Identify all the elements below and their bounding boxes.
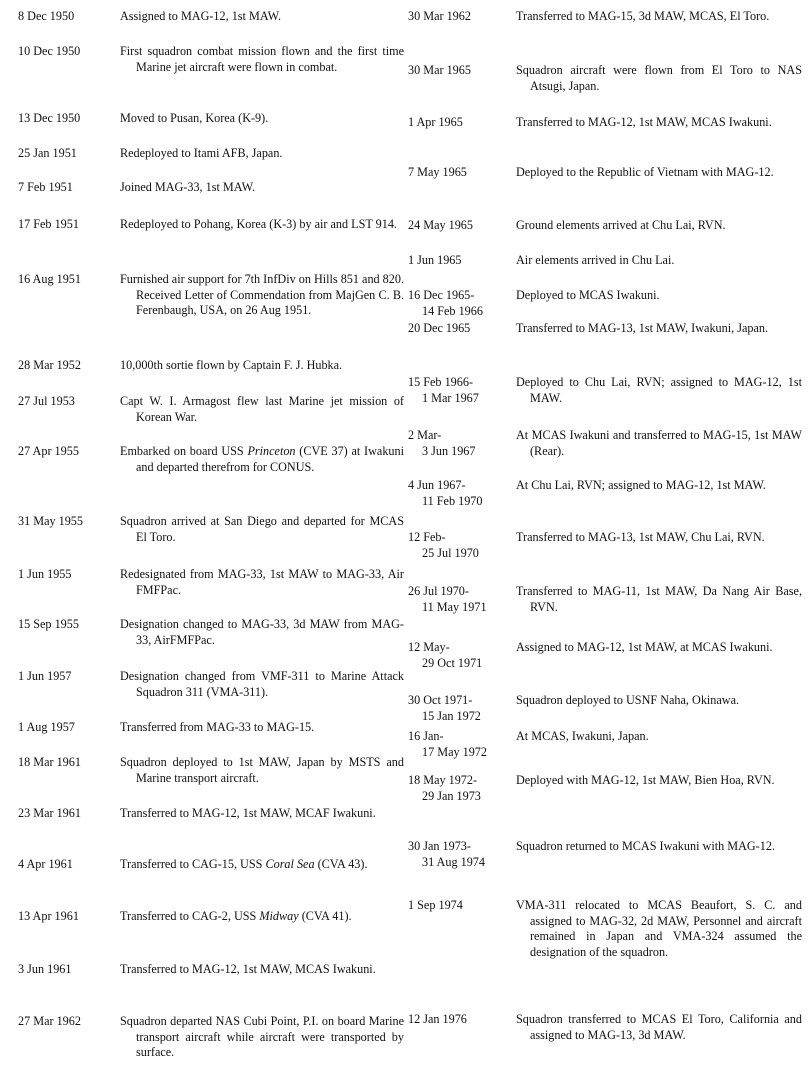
entry-description: Transferred to MAG-11, 1st MAW, Da Nang Air Base, RVN. [516, 584, 802, 614]
entry-description: Moved to Pusan, Korea (K-9). [120, 111, 269, 125]
entry-date [18, 1014, 118, 1030]
entry-description: Deployed to MCAS Iwakuni. [516, 288, 660, 302]
entry-date-line: 8 Dec 1950 [18, 9, 75, 23]
entry-description: At Chu Lai, RVN; assigned to MAG-12, 1st MAW. [516, 478, 766, 492]
entry-date-line: 16 Aug 1951 [18, 272, 81, 286]
entry-date-line: 3 Jun 1961 [18, 962, 72, 976]
entry-date-line: 18 Mar 1961 [18, 755, 81, 769]
entry-date-line: 13 Dec 1950 [18, 111, 81, 125]
entry-date [18, 394, 118, 410]
entry-date-line: 1 Jun 1965 [408, 253, 462, 267]
entry-date-end-line: 11 May 1971 [422, 599, 487, 614]
entry-date [18, 146, 118, 162]
entry-date [408, 839, 508, 870]
entry-description: At MCAS Iwakuni and transferred to MAG-15, 1st MAW (Rear). [516, 428, 802, 458]
entry-date-line: 17 Feb 1951 [18, 217, 79, 231]
entry-description: Squadron returned to MCAS Iwakuni with MAG-12. [516, 839, 775, 853]
entry-description: Designation changed to MAG-33, 3d MAW from MAG-33, AirFMFPac. [120, 617, 404, 647]
entry-date [408, 63, 508, 79]
entry-date [408, 115, 508, 131]
entry-date [408, 478, 508, 509]
entry-date [408, 9, 508, 25]
entry-date-line: 12 Feb- [408, 530, 446, 544]
entry-description: Deployed to the Republic of Vietnam with MAG-12. [516, 165, 774, 179]
entry-date-line: 27 Apr 1955 [18, 444, 79, 458]
entry-date [408, 218, 508, 234]
entry-description: Ground elements arrived at Chu Lai, RVN. [516, 218, 726, 232]
entry-date-line: 4 Apr 1961 [18, 857, 73, 871]
entry-date [18, 806, 118, 822]
entry-description [120, 857, 404, 873]
entry-date-line: 30 Jan 1973- [408, 839, 471, 853]
entry-description [120, 444, 404, 475]
entry-date-end-line: 17 May 1972 [422, 744, 487, 759]
entry-date-end-line: 14 Feb 1966 [422, 303, 483, 318]
entry-date [18, 755, 118, 771]
entry-description: Capt W. I. Armagost flew last Marine jet mission of Korean War. [120, 394, 404, 424]
entry-date [408, 773, 508, 804]
entry-date [18, 857, 118, 873]
entry-date [18, 669, 118, 685]
entry-description: Assigned to MAG-12, 1st MAW, at MCAS Iwakuni. [516, 640, 773, 654]
entry-date [408, 584, 508, 615]
entry-date-line: 12 May- [408, 640, 450, 654]
entry-date-line: 16 Jan- [408, 729, 444, 743]
entry-date-line: 23 Mar 1961 [18, 806, 81, 820]
entry-date-end-line: 29 Jan 1973 [422, 788, 481, 803]
entry-date-line: 30 Mar 1965 [408, 63, 471, 77]
entry-date-end-line: 3 Jun 1967 [422, 443, 476, 458]
ship-name: Princeton [247, 444, 296, 458]
entry-date [408, 288, 508, 319]
entry-date-end-line: 29 Oct 1971 [422, 655, 483, 670]
entry-date-line: 7 May 1965 [408, 165, 467, 179]
entry-description: Transferred to MAG-13, 1st MAW, Chu Lai, RVN. [516, 530, 765, 544]
entry-date [18, 217, 118, 233]
entry-date [408, 530, 508, 561]
entry-date-line: 16 Dec 1965- [408, 288, 475, 302]
entry-text: (CVE 37) at Iwakuni and departed therefrom for CONUS. [136, 444, 404, 474]
entry-date [18, 909, 118, 925]
ship-name: Coral Sea [265, 857, 315, 871]
entry-text: Transferred to CAG-2, USS [120, 909, 260, 923]
entry-text: Transferred to CAG-15, USS [120, 857, 266, 871]
entry-description: Transferred to MAG-13, 1st MAW, Iwakuni, Japan. [516, 321, 768, 335]
entry-description: Squadron deployed to USNF Naha, Okinawa. [516, 693, 740, 707]
entry-description: Redesignated from MAG-33, 1st MAW to MAG-33, Air FMFPac. [120, 567, 404, 597]
entry-date-line: 1 Jun 1957 [18, 669, 72, 683]
entry-description: Transferred from MAG-33 to MAG-15. [120, 720, 315, 734]
entry-description: Deployed to Chu Lai, RVN; assigned to MAG-12, 1st MAW. [516, 375, 802, 405]
entry-description: Deployed with MAG-12, 1st MAW, Bien Hoa, RVN. [516, 773, 775, 787]
entry-description: Furnished air support for 7th InfDiv on Hills 851 and 820. Received Letter of Commendation from MajGen C. B. Ferenbaugh, USA, on 26 Aug 1951. [120, 272, 405, 317]
entry-date [408, 428, 508, 459]
entry-description: Squadron departed NAS Cubi Point, P.I. on board Marine transport aircraft while aircraft were transported by surface. [120, 1014, 404, 1059]
entry-description: Assigned to MAG-12, 1st MAW. [120, 9, 282, 23]
entry-date-line: 1 Apr 1965 [408, 115, 463, 129]
entry-date [408, 165, 508, 181]
entry-description: Redeployed to Pohang, Korea (K-3) by air and LST 914. [120, 217, 397, 231]
entry-date [18, 444, 118, 460]
entry-description: 10,000th sortie flown by Captain F. J. Hubka. [120, 358, 343, 372]
entry-date-line: 13 Apr 1961 [18, 909, 79, 923]
entry-date [408, 898, 508, 914]
entry-description: Squadron deployed to 1st MAW, Japan by MSTS and Marine transport aircraft. [120, 755, 404, 785]
entry-date-line: 1 Aug 1957 [18, 720, 75, 734]
entry-date-line: 28 Mar 1952 [18, 358, 81, 372]
entry-date [408, 693, 508, 724]
entry-date-line: 1 Jun 1955 [18, 567, 72, 581]
entry-date [18, 358, 118, 374]
entry-description [120, 909, 404, 925]
entry-date-end-line: 25 Jul 1970 [422, 545, 479, 560]
entry-description: Transferred to MAG-12, 1st MAW, MCAF Iwakuni. [120, 806, 376, 820]
entry-date [408, 729, 508, 760]
entry-date-end-line: 11 Feb 1970 [422, 493, 483, 508]
entry-description: Joined MAG-33, 1st MAW. [120, 180, 256, 194]
entry-date [408, 253, 508, 269]
entry-description: Transferred to MAG-15, 3d MAW, MCAS, El Toro. [516, 9, 770, 23]
entry-date-line: 10 Dec 1950 [18, 44, 81, 58]
entry-date-line: 27 Jul 1953 [18, 394, 75, 408]
entry-description: VMA-311 relocated to MCAS Beaufort, S. C. and assigned to MAG-32, 2d MAW, Personnel and aircraft remained in Japan and VMA-324 assumed the designation of the squadron. [516, 898, 802, 959]
entry-date-line: 18 May 1972- [408, 773, 478, 787]
entry-description: Squadron transferred to MCAS El Toro, California and assigned to MAG-13, 3d MAW. [516, 1012, 802, 1042]
entry-description: Squadron aircraft were flown from El Toro to NAS Atsugi, Japan. [516, 63, 802, 93]
entry-description: Designation changed from VMF-311 to Marine Attack Squadron 311 (VMA-311). [120, 669, 404, 699]
entry-date-end-line: 1 Mar 1967 [422, 390, 479, 405]
entry-date [18, 720, 118, 736]
entry-date [18, 617, 118, 633]
entry-date-line: 31 May 1955 [18, 514, 83, 528]
entry-date [18, 111, 118, 127]
entry-date-line: 1 Sep 1974 [408, 898, 463, 912]
entry-date-line: 15 Sep 1955 [18, 617, 79, 631]
entry-date-line: 15 Feb 1966- [408, 375, 473, 389]
entry-date-line: 7 Feb 1951 [18, 180, 73, 194]
entry-description: Redeployed to Itami AFB, Japan. [120, 146, 283, 160]
entry-date-line: 30 Oct 1971- [408, 693, 473, 707]
entry-text: (CVA 41). [298, 909, 352, 923]
entry-date [408, 321, 508, 337]
entry-date [408, 1012, 508, 1028]
entry-text: Embarked on board USS [120, 444, 248, 458]
entry-date-line: 30 Mar 1962 [408, 9, 471, 23]
entry-date-line: 4 Jun 1967- [408, 478, 466, 492]
entry-description: Transferred to MAG-12, 1st MAW, MCAS Iwakuni. [516, 115, 772, 129]
entry-description: Transferred to MAG-12, 1st MAW, MCAS Iwakuni. [120, 962, 376, 976]
entry-date-line: 27 Mar 1962 [18, 1014, 81, 1028]
entry-description: Squadron arrived at San Diego and departed for MCAS El Toro. [120, 514, 404, 544]
entry-date [408, 375, 508, 406]
entry-date [18, 567, 118, 583]
entry-date [18, 514, 118, 530]
entry-text: (CVA 43). [314, 857, 368, 871]
entry-date [18, 180, 118, 196]
entry-date-end-line: 31 Aug 1974 [422, 854, 485, 869]
entry-date [18, 272, 118, 288]
entry-date-line: 2 Mar- [408, 428, 442, 442]
entry-date-line: 20 Dec 1965 [408, 321, 471, 335]
entry-description: Air elements arrived in Chu Lai. [516, 253, 675, 267]
entry-date [408, 640, 508, 671]
entry-date [18, 44, 118, 60]
entry-description: First squadron combat mission flown and the first time Marine jet aircraft were flown in combat. [120, 44, 404, 74]
entry-date [18, 9, 118, 25]
entry-date-end-line: 15 Jan 1972 [422, 708, 481, 723]
entry-date-line: 12 Jan 1976 [408, 1012, 467, 1026]
entry-date-line: 25 Jan 1951 [18, 146, 77, 160]
entry-description: At MCAS, Iwakuni, Japan. [516, 729, 649, 743]
entry-date [18, 962, 118, 978]
ship-name: Midway [259, 909, 299, 923]
entry-date-line: 26 Jul 1970- [408, 584, 469, 598]
entry-date-line: 24 May 1965 [408, 218, 473, 232]
